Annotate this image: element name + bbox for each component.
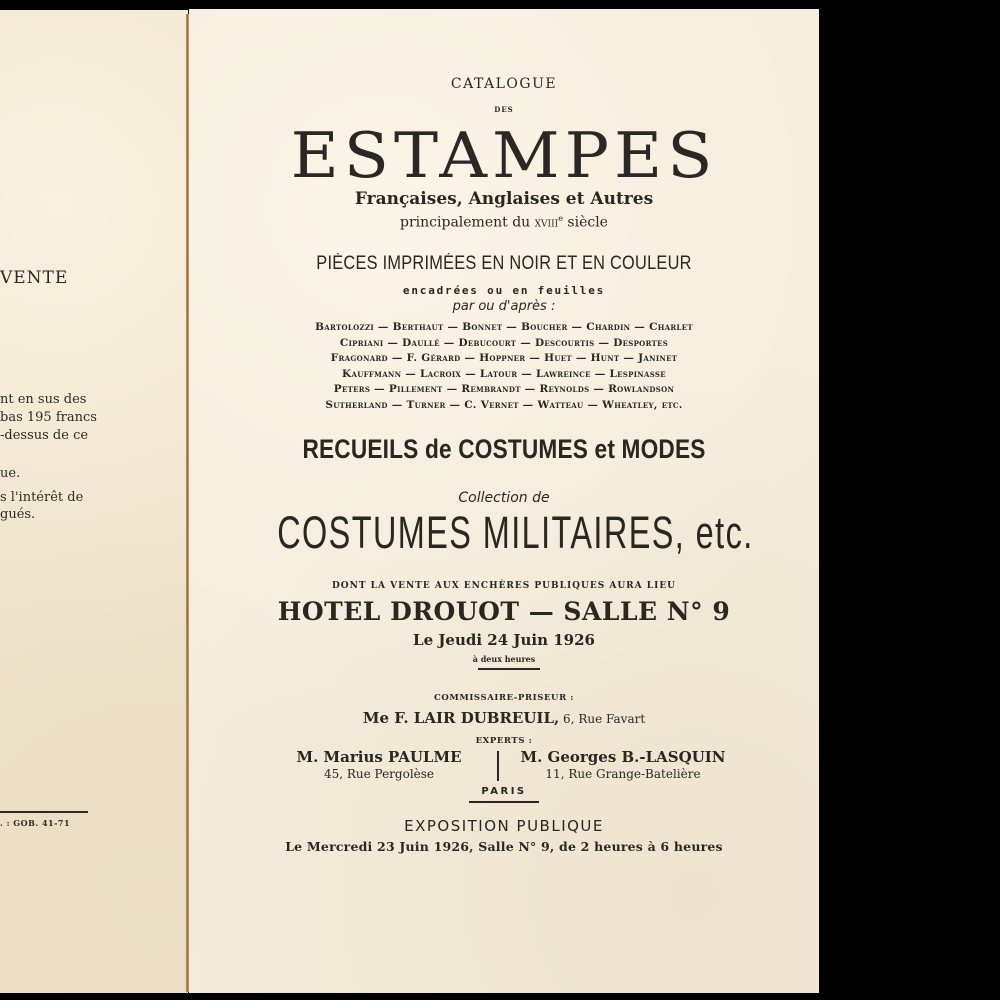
artists-list: [189, 320, 819, 414]
left-page-line: gués.: [0, 507, 36, 522]
commissaire-address: 6, Rue Favart: [559, 712, 646, 726]
encadrees-line: encadrées ou en feuilles: [402, 284, 606, 297]
exposition-heading: EXPOSITION PUBLIQUE: [404, 817, 604, 835]
recueils-heading: RECUEILS de COSTUMES et MODES: [302, 434, 706, 464]
divider: [478, 668, 540, 670]
artists-line: Sutherland — Turner — C. Vernet — Watteau — Wheatley, etc.: [325, 398, 683, 411]
costumes-militaires-heading: COSTUMES MILITAIRES, etc.: [277, 507, 754, 558]
left-page-divider: [0, 811, 88, 813]
city-label: PARIS: [481, 786, 527, 797]
expert-lasquin: [516, 748, 730, 781]
experts-separator: [497, 751, 499, 781]
left-page-line: -dessus de ce: [0, 428, 89, 443]
artists-line: Peters — Pillement — Rembrandt — Reynolds — Rowlandson: [333, 383, 675, 396]
title-page: [189, 9, 819, 993]
artists-line: Cipriani — Daullé — Debucourt — Descourtis — Desportes: [339, 336, 669, 349]
left-page-line: s l'intérêt de: [0, 490, 84, 505]
catalogue-label: CATALOGUE: [450, 76, 558, 92]
divider: [469, 801, 539, 803]
expert-address: 45, Rue Pergolèse: [323, 767, 435, 781]
auction-notice: DONT LA VENTE AUX ENCHÈRES PUBLIQUES AURA LIEU: [331, 581, 677, 591]
century-prefix: principalement du: [400, 214, 535, 231]
par-ou-line: par ou d'après :: [452, 299, 556, 314]
pieces-heading: PIÈCES IMPRIMÉES EN NOIR ET EN COULEUR: [316, 253, 692, 274]
expert-address: 11, Rue Grange-Batelière: [545, 767, 701, 781]
experts-label: EXPERTS :: [475, 736, 533, 746]
left-page-line: bas 195 francs: [0, 410, 97, 425]
main-title: ESTAMPES: [290, 118, 718, 193]
expert-name: M. Georges B.-LASQUIN: [520, 748, 726, 766]
left-page: [0, 10, 188, 993]
sale-date: Le Jeudi 24 Juin 1926: [413, 631, 595, 649]
century-roman: xviii: [534, 215, 559, 231]
century-sup: e: [558, 214, 563, 223]
left-page-footer: . : GOB. 41-71: [0, 818, 71, 828]
century-suffix: siècle: [562, 214, 608, 231]
commissaire-label: COMMISSAIRE-PRISEUR :: [433, 693, 575, 703]
subtitle: Françaises, Anglaises et Autres: [354, 189, 654, 209]
left-page-line: nt en sus des: [0, 392, 87, 407]
artists-line: Fragonard — F. Gérard — Hoppner — Huet — Hunt — Janinet: [330, 352, 678, 365]
des-label: DES: [494, 105, 514, 114]
sale-time: à deux heures: [472, 654, 536, 664]
expert-name: M. Marius PAULME: [296, 748, 462, 766]
artists-line: Bartolozzi — Berthaut — Bonnet — Boucher — Chardin — Charlet: [315, 321, 693, 333]
venue-heading: HOTEL DROUOT — SALLE N° 9: [277, 597, 731, 626]
left-page-heading: VENTE: [0, 268, 69, 288]
century-line: [189, 214, 819, 231]
exposition-details: Le Mercredi 23 Juin 1926, Salle N° 9, de 2 heures à 6 heures: [285, 839, 723, 854]
artists-line: Kauffmann — Lacroix — Latour — Lawreince — Lespinasse: [342, 367, 666, 380]
commissaire-name: Me F. LAIR DUBREUIL,: [362, 709, 560, 727]
collection-de-line: Collection de: [458, 490, 550, 506]
left-page-line: ue.: [0, 466, 21, 481]
commissaire-line: [189, 709, 819, 727]
expert-paulme: [279, 748, 479, 781]
